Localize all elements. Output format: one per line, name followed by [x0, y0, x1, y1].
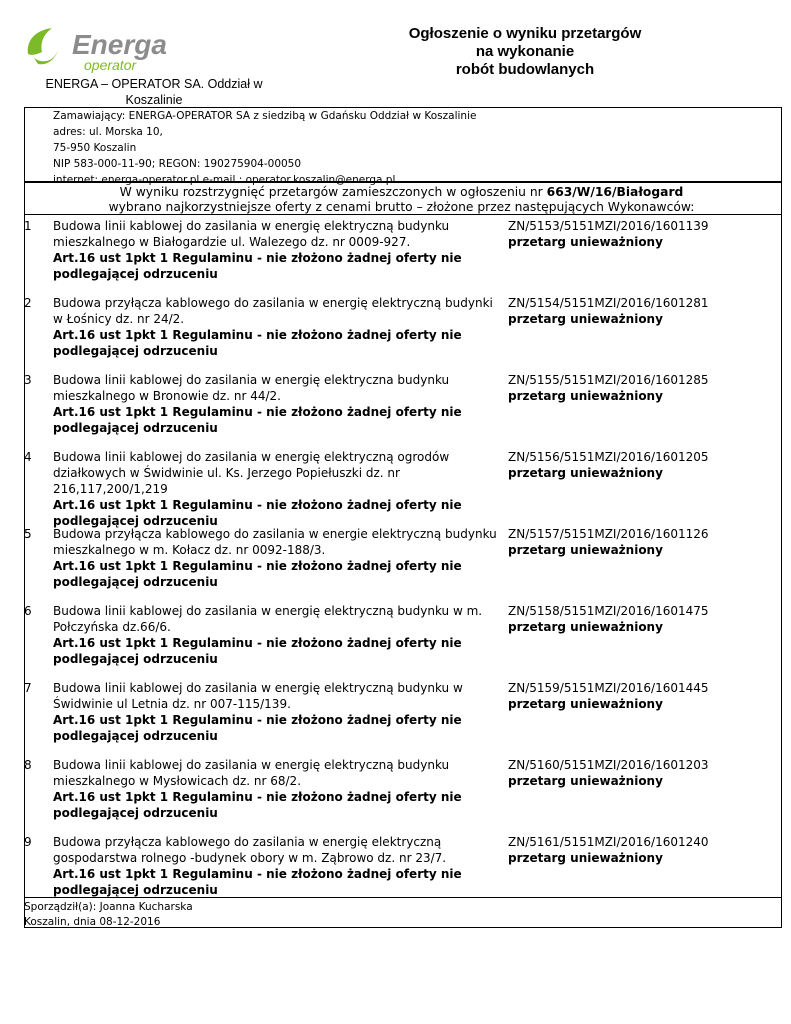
item-status: przetarg unieważniony [508, 466, 663, 480]
item-desc-text: Budowa linii kablowej do zasilania w energię elektryczną budynku mieszkalnego w Białogardzie ul. Walezego dz. nr 0009-927. [53, 219, 450, 249]
item-code-block [508, 834, 709, 866]
org-name: ENERGA – OPERATOR SA. Oddział w Koszalinie [45, 77, 263, 107]
item-code-block [508, 680, 709, 712]
item-code: ZN/5156/5151MZI/2016/1601205 [508, 450, 709, 464]
title-line-2: na wykonanie [475, 43, 575, 60]
item-description [53, 526, 505, 590]
item-desc-text: Budowa linii kablowej do zasilania w energię elektryczną budynku mieszkalnego w Mysłowicach dz. nr 68/2. [53, 758, 450, 788]
item-code-block [508, 603, 709, 635]
item-number: 1 [24, 219, 32, 233]
item-code: ZN/5159/5151MZI/2016/1601445 [508, 681, 709, 695]
item-reason: Art.16 ust 1pkt 1 Regulaminu - nie złożono żadnej oferty nie podlegającej odrzuceniu [53, 867, 462, 897]
item-reason: Art.16 ust 1pkt 1 Regulaminu - nie złożono żadnej oferty nie podlegającej odrzuceniu [53, 251, 462, 281]
contracting-authority-info [53, 108, 476, 188]
item-description [53, 372, 505, 436]
item-reason: Art.16 ust 1pkt 1 Regulaminu - nie złożono żadnej oferty nie podlegającej odrzuceniu [53, 498, 462, 528]
item-code: ZN/5160/5151MZI/2016/1601203 [508, 758, 709, 772]
item-code: ZN/5161/5151MZI/2016/1601240 [508, 835, 709, 849]
item-desc-text: Budowa przyłącza kablowego do zasilania w energie elektryczną budynku mieszkalnego w m. Kołacz dz. nr 0092-188/3. [53, 527, 497, 557]
info-line-5: internet: energa-operator.pl e-mail : operator.koszalin@energa.pl [53, 174, 396, 186]
item-description [53, 603, 505, 667]
item-status: przetarg unieważniony [508, 697, 663, 711]
tender-item [24, 218, 779, 294]
item-code-block [508, 372, 709, 404]
item-code: ZN/5153/5151MZI/2016/1601139 [508, 219, 709, 233]
item-status: przetarg unieważniony [508, 620, 663, 634]
item-desc-text: Budowa linii kablowej do zasilania w energię elektryczną budynku w Świdwinie ul Letnia dz. nr 007-115/139. [53, 681, 463, 711]
logo-word: Energa [72, 29, 167, 60]
item-description [53, 449, 505, 529]
item-code-block [508, 757, 709, 789]
logo-sub: operator [84, 57, 137, 73]
item-reason: Art.16 ust 1pkt 1 Regulaminu - nie złożono żadnej oferty nie podlegającej odrzuceniu [53, 405, 462, 435]
info-line-2: adres: ul. Morska 10, [53, 126, 163, 138]
item-description [53, 834, 505, 898]
item-desc-text: Budowa przyłącza kablowego do zasilania w energię elektryczną gospodarstwa rolnego -budynek obory w m. Ząbrowo dz. nr 23/7. [53, 835, 447, 865]
item-reason: Art.16 ust 1pkt 1 Regulaminu - nie złożono żadnej oferty nie podlegającej odrzuceniu [53, 713, 462, 743]
item-code-block [508, 449, 709, 481]
item-status: przetarg unieważniony [508, 389, 663, 403]
item-status: przetarg unieważniony [508, 851, 663, 865]
place-date: Koszalin, dnia 08-12-2016 [24, 916, 161, 928]
item-status: przetarg unieważniony [508, 235, 663, 249]
item-code: ZN/5154/5151MZI/2016/1601281 [508, 296, 709, 310]
energa-logo [24, 24, 174, 74]
tender-item [24, 295, 779, 371]
item-code-block [508, 526, 709, 558]
item-reason: Art.16 ust 1pkt 1 Regulaminu - nie złożono żadnej oferty nie podlegającej odrzuceniu [53, 636, 462, 666]
item-number: 8 [24, 758, 32, 772]
info-line-1: Zamawiający: ENERGA-OPERATOR SA z siedzibą w Gdańsku Oddział w Koszalinie [53, 110, 477, 122]
leaf-icon [28, 28, 52, 55]
tender-item [24, 834, 779, 910]
item-reason: Art.16 ust 1pkt 1 Regulaminu - nie złożono żadnej oferty nie podlegającej odrzuceniu [53, 790, 462, 820]
item-code: ZN/5155/5151MZI/2016/1601285 [508, 373, 709, 387]
intro-prefix: W wyniku rozstrzygnięć przetargów zamieszczonych w ogłoszeniu nr [119, 185, 547, 199]
announcement-ref: 663/W/16/Białogard [546, 185, 684, 199]
item-code-block [508, 295, 709, 327]
intro-line-1 [24, 185, 779, 200]
item-number: 7 [24, 681, 32, 695]
item-code: ZN/5158/5151MZI/2016/1601475 [508, 604, 709, 618]
info-line-3: 75-950 Koszalin [53, 142, 137, 154]
item-desc-text: Budowa linii kablowej do zasilania w energię elektryczną ogrodów działkowych w Świdwinie ul. Ks. Jerzego Popiełuszki dz. nr 216,117,200/1,219 [53, 450, 450, 496]
item-reason: Art.16 ust 1pkt 1 Regulaminu - nie złożono żadnej oferty nie podlegającej odrzuceniu [53, 559, 462, 589]
item-desc-text: Budowa linii kablowej do zasilania w energię elektryczna budynku mieszkalnego w Bronowie dz. nr 44/2. [53, 373, 450, 403]
item-desc-text: Budowa linii kablowej do zasilania w energię elektryczną budynku w m. Połczyńska dz.66/6. [53, 604, 483, 634]
item-desc-text: Budowa przyłącza kablowego do zasilania w energię elektryczną budynki w Łośnicy dz. nr 24/2. [53, 296, 493, 326]
intro-text [24, 185, 779, 215]
item-number: 6 [24, 604, 32, 618]
item-number: 3 [24, 373, 32, 387]
item-description [53, 680, 505, 744]
item-reason: Art.16 ust 1pkt 1 Regulaminu - nie złożono żadnej oferty nie podlegającej odrzuceniu [53, 328, 462, 358]
item-number: 2 [24, 296, 32, 310]
tender-item [24, 526, 779, 602]
tender-item [24, 449, 779, 528]
tender-item [24, 372, 779, 448]
item-status: przetarg unieważniony [508, 774, 663, 788]
item-description [53, 218, 505, 282]
tender-item [24, 680, 779, 756]
title-line-1: Ogłoszenie o wyniku przetargów [408, 25, 642, 42]
item-code-block [508, 218, 709, 250]
item-description [53, 757, 505, 821]
frame-right-line [781, 107, 782, 928]
info-line-4: NIP 583-000-11-90; REGON: 190275904-00050 [53, 158, 302, 170]
item-description [53, 295, 505, 359]
intro-line-2: wybrano najkorzystniejsze oferty z cenami brutto – złożone przez następujących Wykonawców: [108, 200, 695, 214]
item-number: 4 [24, 450, 32, 464]
tender-item [24, 603, 779, 679]
title-line-3: robót budowlanych [455, 61, 595, 78]
tender-item [24, 757, 779, 833]
item-status: przetarg unieważniony [508, 543, 663, 557]
document-title [360, 25, 690, 79]
item-code: ZN/5157/5151MZI/2016/1601126 [508, 527, 709, 541]
prepared-by: Sporządził(a): Joanna Kucharska [24, 901, 193, 913]
document-footer [24, 900, 193, 930]
item-number: 5 [24, 527, 32, 541]
item-number: 9 [24, 835, 32, 849]
item-status: przetarg unieważniony [508, 312, 663, 326]
